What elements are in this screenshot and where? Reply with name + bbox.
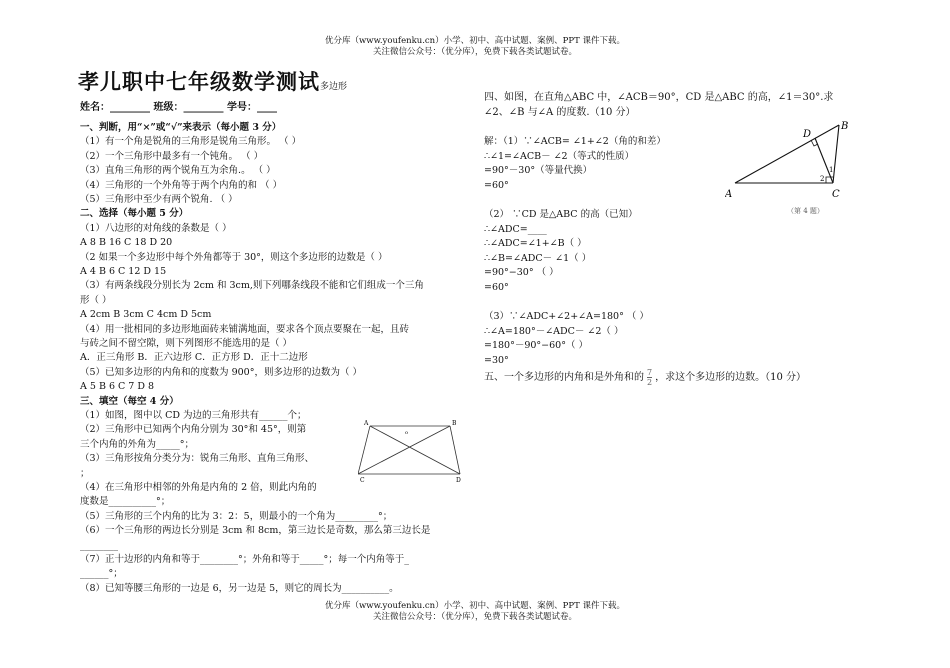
solution-line: 解：（1）∵∠ACB= ∠1+∠2（角的和差） [484,136,666,147]
left-column-line: 形（ ） [80,294,112,306]
left-column-line: 一、判断，用“×”或“√”来表示（每小题 3 分） [80,122,282,133]
solution-line: =180°－90°−60°（ ） [484,340,588,352]
question-5-text-before: 五、一个多边形的内角和是外角和的 [484,372,644,383]
solution-line: ∴∠B=∠ADC－ ∠1（ ） [484,252,592,264]
solution-line: ∴∠1=∠ACB－ ∠2（等式的性质） [484,150,635,162]
question-4-line-1: 四、如图，在直角△ABC 中，∠ACB＝90°，CD 是△ABC 的高，∠1＝30°.求 [484,92,834,103]
trap-label-c: C [360,477,365,484]
solution-line: （2） ∵CD 是△ABC 的高（已知） [484,209,638,220]
title-subtitle: 多边形 [320,82,348,92]
left-column-line: ________ [80,539,118,551]
trap-label-d: D [456,477,461,484]
left-column-line: A 5 B 6 C 7 D 8 [80,381,155,393]
left-column-line: （5）三角形的三个内角的比为 3：2：5，则最小的一个角为_________°； [80,510,393,522]
left-column-line: （4）在三角形中相邻的外角是内角的 2 倍，则此内角的 [80,482,317,493]
solution-line: =30° [484,355,509,366]
left-column-line: （7）正十边形的内角和等于________°；外角和等于_____°；每一个内角等于_ [80,554,410,565]
left-column-line: （1）八边形的对角线的条数是（ ） [80,222,232,234]
question-4-line-2: ∠2、∠B 与∠A 的度数.（10 分） [484,107,636,118]
solution-line: =90°−30° （ ） [484,267,559,279]
tri-label-d: D [803,129,812,140]
left-column-line: （3）有两条线段分别长为 2cm 和 3cm,则下列哪条线段不能和它们组成一个三角 [80,280,424,292]
left-column-line: （5）三角形中至少有两个锐角. （ ） [80,194,238,205]
tri-label-a: A [725,189,733,200]
left-column-line: 三、填空（每空 4 分） [80,395,179,407]
header-line-2: 关注微信公众号：（优分库），免费下载各类试题试卷。 [372,47,577,57]
page-footer [0,601,950,623]
question-5 [484,368,806,387]
right-triangle-figure [725,117,865,215]
solution-line: =90°－30°（等量代换） [484,165,593,177]
solution-line: =60° [484,179,509,191]
left-column-line: A．正三角形 B．正六边形 C．正方形 D．正十二边形 [80,352,308,364]
trap-label-b: B [452,420,457,427]
tri-angle-2-label: 2 [820,175,825,183]
exam-title [78,66,347,96]
question-5-text-after: ，求这个多边形的边数。（10 分） [655,372,806,383]
header-line-1: 优分库（www.youfenku.cn）小学、初中、高中试题、案例、PPT 课件下载。 [325,36,625,46]
left-column-line: （8）已知等腰三角形的一边是 6，另一边是 5，则它的周长为__________。 [80,582,399,594]
left-column-line: （2 如果一个多边形中每个外角都等于 30°，则这个多边形的边数是（ ） [80,251,388,263]
left-column-line: 二、选择（每小题 5 分） [80,208,189,220]
left-column-line: （1）如图，图中以 CD 为边的三角形共有______个； [80,410,307,421]
left-column-line: 与砖之间不留空隙，则下列图形不能选用的是（ ） [80,338,293,349]
trap-diagonal-ad [370,426,460,474]
tri-angle-1-label: 1 [829,166,834,174]
left-column-line: ______°； [80,568,123,580]
footer-line-1: 优分库（www.youfenku.cn）小学、初中、高中试题、案例、PPT 课件下载。 [325,601,625,611]
left-column-line: （3）三角形按角分类分为：锐角三角形、直角三角形、 [80,453,315,465]
fraction-numerator: 7 [647,368,653,377]
left-column-line: ； [80,467,90,479]
trap-diagonal-bc [358,426,450,474]
fraction-denominator: 2 [647,378,653,387]
trap-label-o: o [405,430,409,436]
student-info-line: 姓名：________ 班级：________ 学号：____ [80,102,277,113]
trapezoid-figure [358,416,466,484]
trap-label-a: A [364,420,369,427]
left-column-line: （4）三角形的一个外角等于两个内角的和 （ ） [80,179,283,191]
title-main: 孝儿职中七年级数学测试 [78,69,320,94]
left-column-line: （2）三角形中已知两个内角分别为 30°和 45°，则第 [80,424,307,436]
trap-left-edge [358,426,370,474]
left-column-line: （2）一个三角形中最多有一个钝角。 （ ） [80,150,264,162]
trap-right-edge [450,426,460,474]
left-column-line: A 4 B 6 C 12 D 15 [80,266,167,277]
solution-line: ∴∠ADC=____ [484,223,547,235]
footer-line-2: 关注微信公众号：（优分库），免费下载各类试题试卷。 [372,612,577,622]
figure-caption: （第 4 题） [787,207,824,215]
tri-label-b: B [841,121,849,132]
solution-line: =60° [484,282,509,293]
left-column-line: （4）用一批相同的多边形地面砖来铺满地面，要求各个顶点要聚在一起，且砖 [80,323,410,335]
left-column-line: A 2cm B 3cm C 4cm D 5cm [80,309,212,321]
solution-line: ∴∠ADC=∠1+∠B（ ） [484,238,587,250]
tri-label-c: C [832,189,840,200]
page-header [0,36,950,58]
left-column-line: （5）已知多边形的内角和的度数为 900°，则多边形的边数为（ ） [80,366,362,378]
solution-line: （3）∵∠ADC+∠2+∠A=180° （ ） [484,311,649,323]
left-column-line: 三个内角的外角为_____°； [80,438,195,450]
fraction-7-over-2 [647,368,652,387]
left-column-line: A 8 B 16 C 18 D 20 [80,237,173,249]
left-column-line: 度数是__________°； [80,496,171,508]
left-column-line: （6）一个三角形的两边长分别是 3cm 和 8cm，第三边长是奇数，那么第三边长是 [80,525,431,537]
tri-edge-bc [833,125,839,183]
left-column-line: （3）直角三角形的两个锐角互为余角.。 （ ） [80,165,276,177]
left-column-line: （1）有一个角是锐角的三角形是锐角三角形。 （ ） [80,136,302,148]
solution-line: ∴∠A=180°－∠ADC－ ∠2（ ） [484,325,624,337]
